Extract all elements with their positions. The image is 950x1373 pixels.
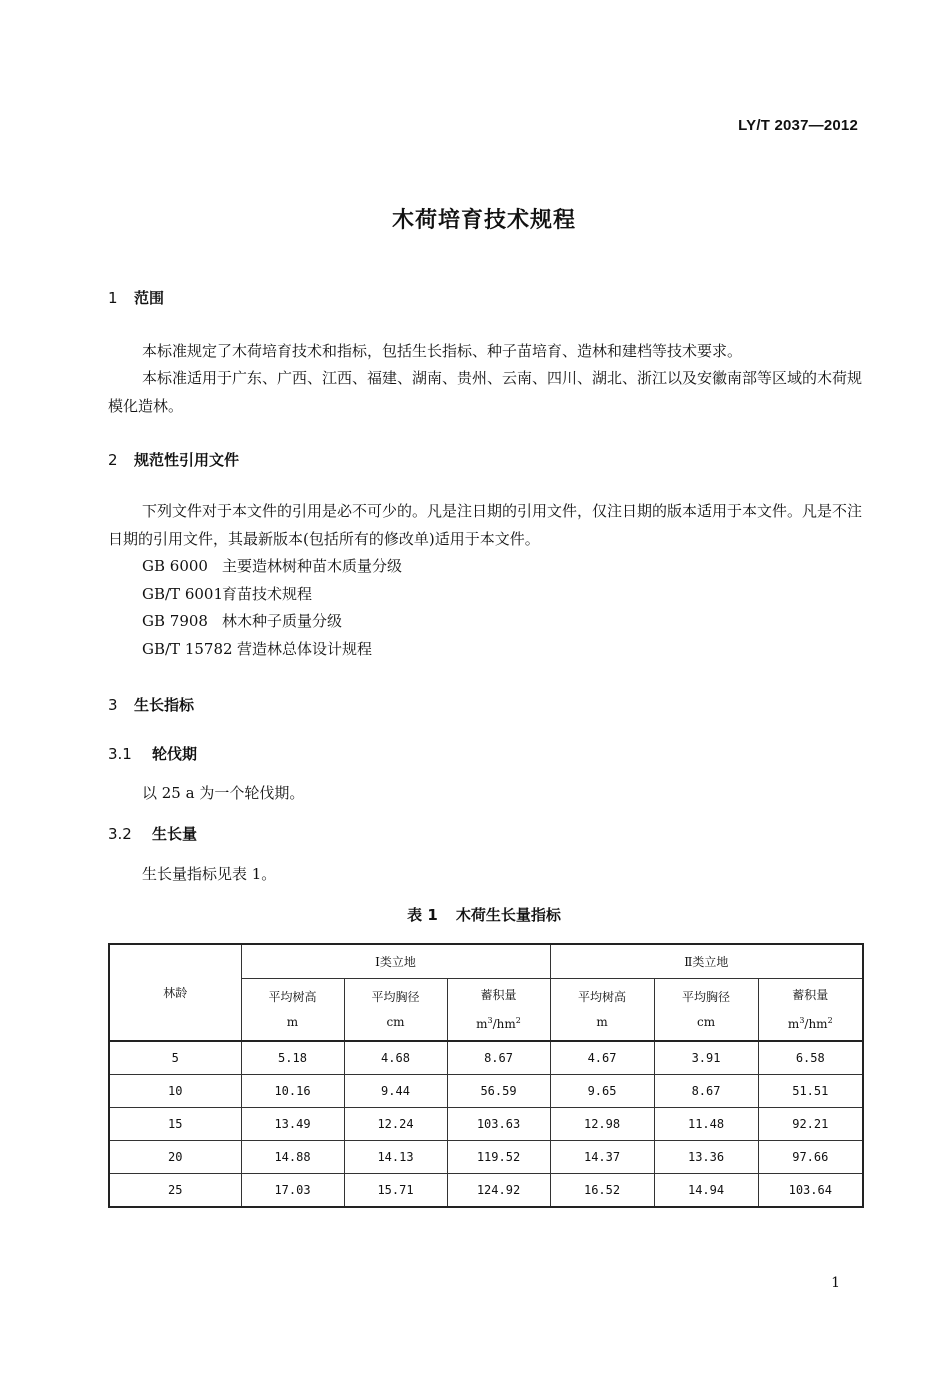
cell-value: 12.98 [550, 1108, 654, 1141]
section-title: 轮伐期 [152, 745, 198, 763]
column-header-age: 林龄 [109, 944, 241, 1041]
section-title: 生长量 [152, 825, 198, 843]
cell-value: 10.16 [241, 1075, 344, 1108]
section-number: 3.1 [108, 745, 132, 763]
cell-age: 5 [109, 1041, 241, 1075]
section-number: 3.2 [108, 825, 132, 843]
reference-code: GB/T 15782 [142, 640, 233, 658]
section-3-1-text: 以 25 a 为一个轮伐期。 [142, 784, 305, 802]
section-number: 3 [108, 696, 118, 714]
column-header-mean-dbh [654, 979, 758, 1042]
cell-age: 25 [109, 1174, 241, 1208]
reference-code: GB 6000 [142, 557, 208, 575]
section-title: 范围 [134, 289, 165, 307]
table-row [109, 1174, 863, 1208]
cell-value: 103.64 [758, 1174, 863, 1208]
reference-item [142, 552, 402, 580]
section-number: 2 [108, 451, 118, 469]
header-unit: m [286, 1014, 299, 1029]
cell-value: 4.67 [550, 1041, 654, 1075]
section-3-1-heading [108, 743, 197, 764]
cell-value: 14.13 [344, 1141, 447, 1174]
header-label: 平均树高 [268, 989, 317, 1004]
table-caption [0, 904, 950, 925]
page-number: 1 [831, 1275, 840, 1291]
document-title: 木荷培育技术规程 [391, 208, 576, 233]
reference-name: 育苗技术规程 [222, 585, 313, 603]
header-label: 蓄积量 [792, 987, 829, 1002]
cell-value: 3.91 [654, 1041, 758, 1075]
header-unit: $m^3/hm^2$ [787, 1015, 833, 1031]
header-unit: $m^3/hm^2$ [476, 1015, 521, 1031]
cell-value: 119.52 [447, 1141, 550, 1174]
reference-code: GB 7908 [142, 612, 208, 630]
cell-value: 16.52 [550, 1174, 654, 1208]
cell-value: 15.71 [344, 1174, 447, 1208]
table-row [109, 1108, 863, 1141]
cell-value: 9.65 [550, 1075, 654, 1108]
table-title: 木荷生长量指标 [455, 906, 561, 924]
section-2-heading [108, 449, 239, 470]
growth-index-table [108, 943, 864, 1208]
header-label: 平均胸径 [682, 989, 731, 1004]
cell-value: 13.36 [654, 1141, 758, 1174]
column-header-mean-height [241, 979, 344, 1042]
cell-value: 8.67 [654, 1075, 758, 1108]
cell-value: 9.44 [344, 1075, 447, 1108]
cell-age: 10 [109, 1075, 241, 1108]
reference-item [142, 580, 312, 608]
reference-item [142, 635, 372, 663]
reference-name: 营造林总体设计规程 [237, 640, 373, 658]
section-title: 规范性引用文件 [134, 451, 240, 469]
section-1-paragraph-1: 本标准规定了木荷培育技术和指标，包括生长指标、种子苗培育、造林和建档等技术要求。 [142, 342, 743, 360]
column-header-mean-height [550, 979, 654, 1042]
header-unit: cm [696, 1014, 716, 1029]
column-header-mean-dbh [344, 979, 447, 1042]
cell-value: 56.59 [447, 1075, 550, 1108]
header-unit: m [596, 1014, 608, 1029]
cell-value: 14.88 [241, 1141, 344, 1174]
cell-age: 20 [109, 1141, 241, 1174]
reference-name: 主要造林树种苗木质量分级 [222, 557, 403, 575]
header-unit: cm [386, 1014, 405, 1029]
table-row [109, 1075, 863, 1108]
cell-value: 14.37 [550, 1141, 654, 1174]
cell-value: 4.68 [344, 1041, 447, 1075]
group-header-site-class-1: Ⅰ类立地 [241, 944, 550, 979]
cell-value: 103.63 [447, 1108, 550, 1141]
section-3-heading [108, 694, 194, 715]
table-row [109, 1141, 863, 1174]
cell-value: 12.24 [344, 1108, 447, 1141]
column-header-volume [758, 979, 863, 1042]
cell-value: 92.21 [758, 1108, 863, 1141]
cell-value: 6.58 [758, 1041, 863, 1075]
reference-name: 林木种子质量分级 [222, 612, 343, 630]
group-header-site-class-2: Ⅱ类立地 [550, 944, 863, 979]
cell-value: 124.92 [447, 1174, 550, 1208]
cell-value: 17.03 [241, 1174, 344, 1208]
cell-value: 8.67 [447, 1041, 550, 1075]
section-1-paragraph-2: 本标准适用于广东、广西、江西、福建、湖南、贵州、云南、四川、湖北、浙江以及安徽南部等区域的木荷规模化造林。 [108, 369, 863, 415]
cell-value: 97.66 [758, 1141, 863, 1174]
standard-code: LY/T 2037—2012 [738, 117, 858, 134]
section-number: 1 [108, 289, 118, 307]
section-1-heading [108, 287, 164, 308]
section-title: 生长指标 [134, 696, 195, 714]
cell-value: 11.48 [654, 1108, 758, 1141]
table-row [109, 1041, 863, 1075]
header-label: 蓄积量 [480, 987, 517, 1002]
header-label: 平均树高 [578, 989, 627, 1004]
cell-value: 51.51 [758, 1075, 863, 1108]
section-3-2-heading [108, 823, 197, 844]
reference-item [142, 607, 342, 635]
header-label: 平均胸径 [371, 989, 420, 1004]
section-3-2-text: 生长量指标见表 1。 [142, 865, 277, 883]
cell-value: 14.94 [654, 1174, 758, 1208]
reference-code: GB/T 6001 [142, 585, 224, 603]
table-number: 表 1 [407, 906, 438, 924]
cell-value: 5.18 [241, 1041, 344, 1075]
section-2-paragraph-1: 下列文件对于本文件的引用是必不可少的。凡是注日期的引用文件，仅注日期的版本适用于本文件。凡是不注日期的引用文件，其最新版本(包括所有的修改单)适用于本文件。 [108, 502, 863, 548]
cell-value: 13.49 [241, 1108, 344, 1141]
column-header-volume [447, 979, 550, 1042]
cell-age: 15 [109, 1108, 241, 1141]
